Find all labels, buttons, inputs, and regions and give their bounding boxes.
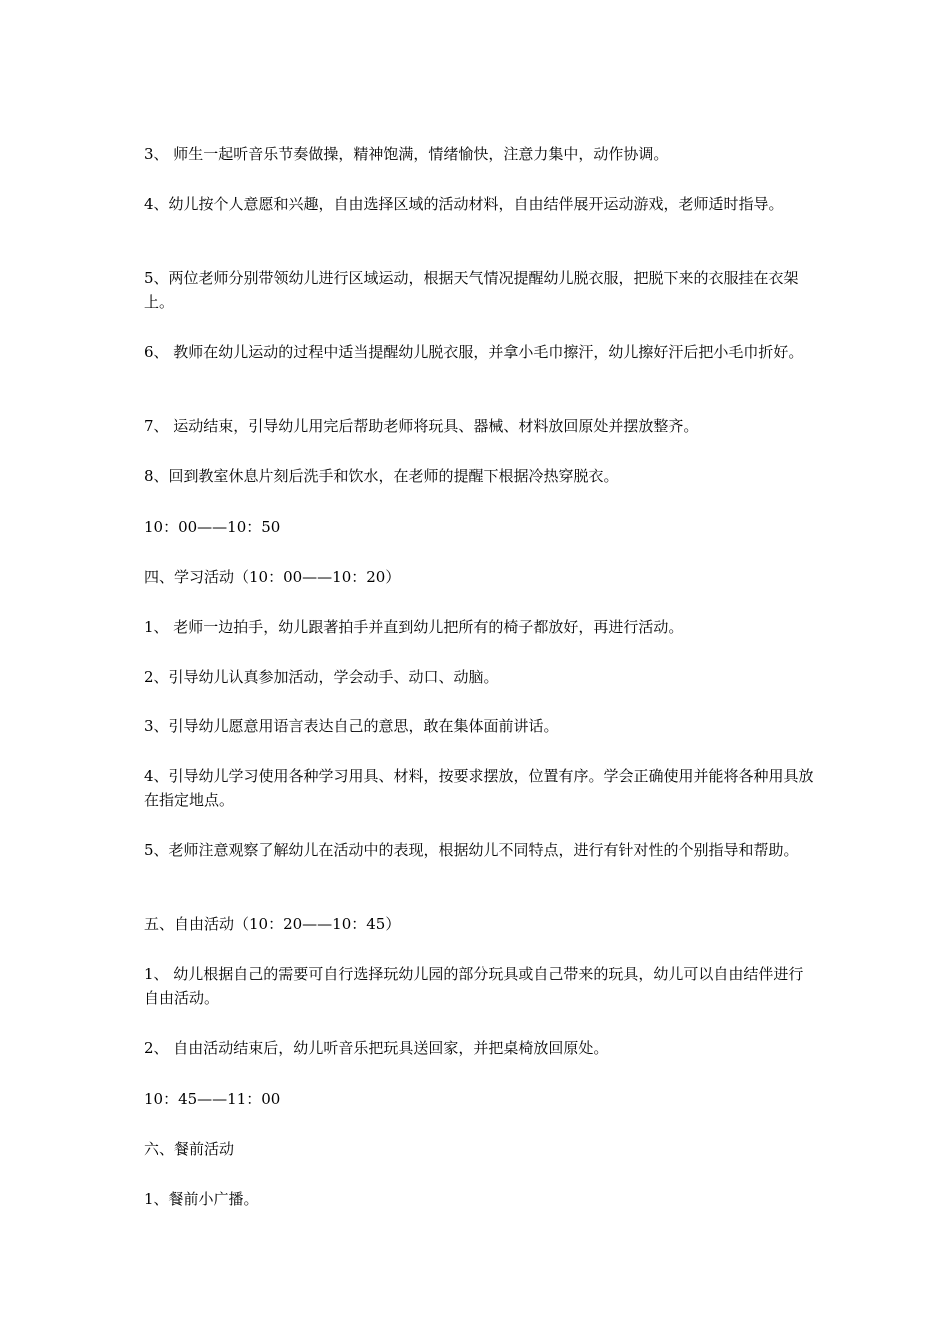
paragraph-item-1: 1、 幼儿根据自己的需要可自行选择玩幼儿园的部分玩具或自己带来的玩具，幼儿可以自由结伴进行自由活动。 [144, 965, 804, 1007]
section-heading-free-activity: 五、自由活动（10：20——10：45） [144, 915, 401, 933]
time-range-heading: 10：00——10：50 [144, 518, 281, 536]
paragraph-item-4: 4、幼儿按个人意愿和兴趣，自由选择区域的活动材料，自由结伴展开运动游戏，老师适时指导。 [144, 195, 784, 213]
paragraph-item-7: 7、 运动结束，引导幼儿用完后帮助老师将玩具、器械、材料放回原处并摆放整齐。 [144, 417, 699, 435]
paragraph-item-5: 5、两位老师分别带领幼儿进行区域运动，根据天气情况提醒幼儿脱衣服，把脱下来的衣服挂在衣架上。 [144, 269, 799, 311]
time-range-heading: 10：45——11：00 [144, 1090, 281, 1108]
paragraph-item-2: 2、 自由活动结束后，幼儿听音乐把玩具送回家，并把桌椅放回原处。 [144, 1039, 609, 1057]
paragraph-item-3: 3、引导幼儿愿意用语言表达自己的意思，敢在集体面前讲话。 [144, 717, 559, 735]
paragraph-item-3: 3、 师生一起听音乐节奏做操，精神饱满，情绪愉快，注意力集中，动作协调。 [144, 145, 669, 163]
paragraph-item-1: 1、餐前小广播。 [144, 1190, 259, 1208]
paragraph-item-2: 2、引导幼儿认真参加活动，学会动手、动口、动脑。 [144, 668, 499, 686]
paragraph-item-1: 1、 老师一边拍手，幼儿跟著拍手并直到幼儿把所有的椅子都放好，再进行活动。 [144, 618, 684, 636]
paragraph-item-4: 4、引导幼儿学习使用各种学习用具、材料，按要求摆放，位置有序。学会正确使用并能将各种用具放在指定地点。 [144, 767, 814, 809]
section-heading-study: 四、学习活动（10：00——10：20） [144, 568, 401, 586]
paragraph-item-5: 5、老师注意观察了解幼儿在活动中的表现，根据幼儿不同特点，进行有针对性的个别指导和帮助。 [144, 841, 799, 859]
section-heading-pre-meal: 六、餐前活动 [144, 1140, 235, 1158]
paragraph-item-6: 6、 教师在幼儿运动的过程中适当提醒幼儿脱衣服，并拿小毛巾擦汗，幼儿擦好汗后把小毛巾折好。 [144, 343, 804, 361]
paragraph-item-8: 8、回到教室休息片刻后洗手和饮水，在老师的提醒下根据冷热穿脱衣。 [144, 467, 619, 485]
